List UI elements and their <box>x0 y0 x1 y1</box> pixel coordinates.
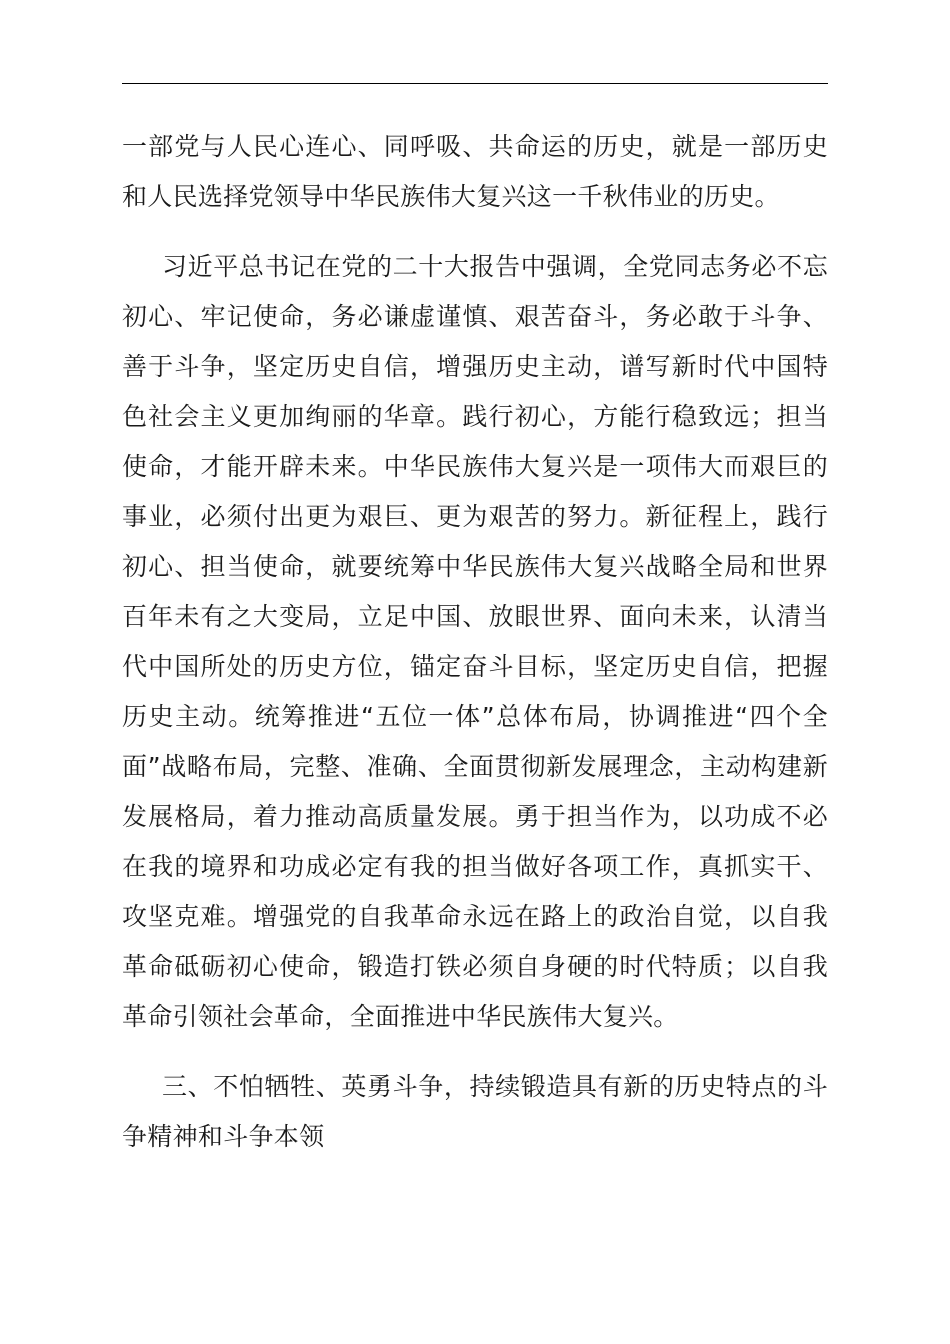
text-line: 善于斗争，坚定历史自信，增强历史主动，谱写新时代中国特 <box>122 352 828 381</box>
text-line: 和人民选择党领导中华民族伟大复兴这一千秋伟业的历史。 <box>122 182 780 211</box>
text-line: 攻坚克难。增强党的自我革命永远在路上的政治自觉，以自我 <box>122 902 828 931</box>
section-heading <box>122 1062 828 1162</box>
text-line: 百年未有之大变局，立足中国、放眼世界、面向未来，认清当 <box>122 602 828 631</box>
text-line: 代中国所处的历史方位，锚定奋斗目标，坚定历史自信，把握 <box>122 652 828 681</box>
text-line: 一部党与人民心连心、同呼吸、共命运的历史，就是一部历史 <box>122 132 828 161</box>
text-line: 革命砥砺初心使命，锻造打铁必须自身硬的时代特质；以自我 <box>122 952 828 981</box>
text-line: 发展格局，着力推动高质量发展。勇于担当作为，以功成不必 <box>122 802 828 831</box>
paragraph-body <box>122 242 828 1042</box>
text-line: 争精神和斗争本领 <box>122 1122 325 1151</box>
text-line: 三、不怕牺牲、英勇斗争，持续锻造具有新的历史特点的斗 <box>162 1072 828 1101</box>
text-line: 习近平总书记在党的二十大报告中强调，全党同志务必不忘 <box>162 252 828 281</box>
text-line: 历史主动。统筹推进“五位一体”总体布局，协调推进“四个全 <box>122 702 828 731</box>
header-rule <box>122 83 828 84</box>
text-line: 革命引领社会革命，全面推进中华民族伟大复兴。 <box>122 1002 679 1031</box>
text-line: 使命，才能开辟未来。中华民族伟大复兴是一项伟大而艰巨的 <box>122 452 828 481</box>
text-line: 色社会主义更加绚丽的华章。践行初心，方能行稳致远；担当 <box>122 402 828 431</box>
paragraph-continuation <box>122 122 828 222</box>
text-line: 事业，必须付出更为艰巨、更为艰苦的努力。新征程上，践行 <box>122 502 828 531</box>
text-line: 在我的境界和功成必定有我的担当做好各项工作，真抓实干、 <box>122 852 828 881</box>
document-body <box>122 122 828 1162</box>
text-line: 初心、担当使命，就要统筹中华民族伟大复兴战略全局和世界 <box>122 552 828 581</box>
text-line: 初心、牢记使命，务必谦虚谨慎、艰苦奋斗，务必敢于斗争、 <box>122 302 828 331</box>
text-line: 面”战略布局，完整、准确、全面贯彻新发展理念，主动构建新 <box>122 752 828 781</box>
